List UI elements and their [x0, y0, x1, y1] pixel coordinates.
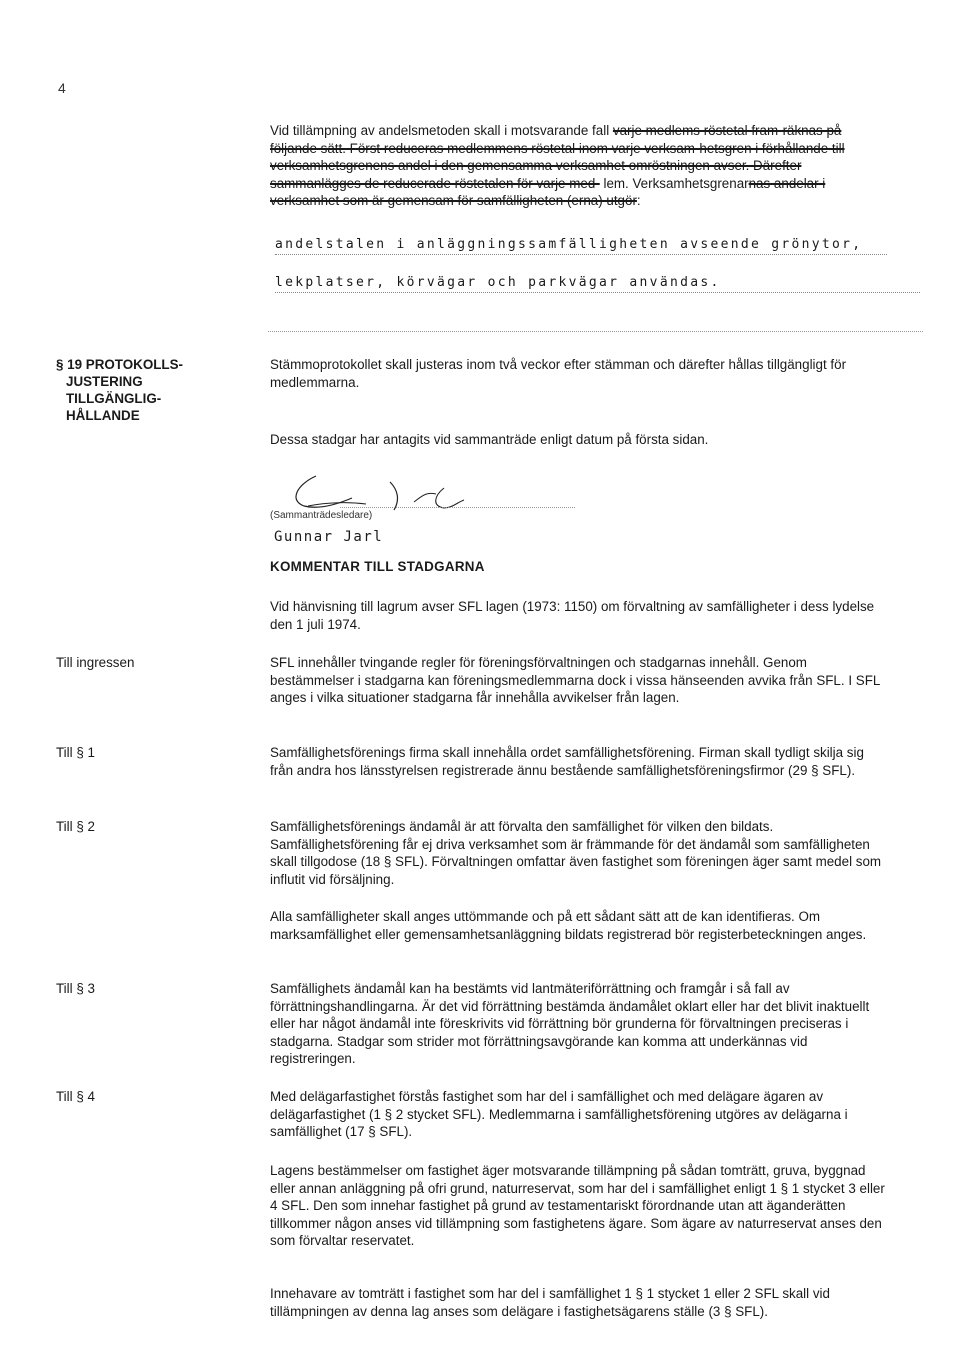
sec19-label-line-1: § 19 PROTOKOLLS-	[56, 357, 183, 372]
sec19-text: Stämmoprotokollet skall justeras inom två veckor efter stämman och därefter hållas tillgängligt för medlemmarna.	[270, 357, 847, 390]
sec19-label-line-4: HÅLLANDE	[66, 408, 140, 423]
text-ingressen: SFL innehåller tvingande regler för föreningsförvaltningen och stadgarnas innehåll. Genom bestämmelser i stadgarna kan föreningsmedlemmarna dock i vissa hänseenden avvika från SFL. I SFL anges i vilka situationer stadgarna får innehålla avvikelser från lagen.	[270, 655, 880, 706]
intro-text-1: Vid tillämpning av andelsmetoden skall i motsvarande fall	[270, 123, 610, 138]
kommentar-heading: KOMMENTAR TILL STADGARNA	[270, 559, 485, 574]
dotted-rule	[268, 331, 923, 332]
struck-text-2: nas andelar i verksamhet som är gemensam för samfälligheten (erna) utgör	[270, 175, 826, 209]
label-till-3: Till § 3	[56, 981, 95, 996]
text-till-4: Med delägarfastighet förstås fastighet som har del i samfällighet och med delägare ägaren av delägarfastighet (1 § 2 stycket SFL). Medlemmarna i samfällighetsförening utgöres av delägarna i samfällighet (17 § SFL).	[270, 1089, 848, 1140]
label-ingressen: Till ingressen	[56, 655, 135, 670]
signature-line	[340, 507, 575, 508]
sec19-label-line-2: JUSTERING	[66, 374, 143, 389]
struck-text-1: varje medlems röstetal fram-räknas på följande sätt. Först reduceras medlemmens röstetal inom varje verksam-hetsgren i förhållande till verksamhetsgrenens andel i den gemensamma verksamhet omröstningen avser. Därefter sammanlägges de reducerade röstetalen för varje med-	[270, 123, 845, 191]
label-till-1: Till § 1	[56, 745, 95, 760]
andelsmetod-paragraph	[270, 122, 888, 210]
label-till-4: Till § 4	[56, 1089, 95, 1104]
text-till-3: Samfällighets ändamål kan ha bestämts vid lantmäteriförrättning och framgår i så fall av förrättningshandlingarna. Är det vid förrättning bestämda ändamålet oklart eller har det blivit inaktuellt eller har något ändamål inte föreskrivits vid förrättning bör grunderna för förvaltningen preciseras i stadgarna. Stadgar som strider mot förrättningsavgörande kan komma att underkännas vid registreringen.	[270, 981, 870, 1067]
signatory-name: Gunnar Jarl	[274, 529, 384, 545]
label-till-2: Till § 2	[56, 819, 95, 834]
adoption-statement: Dessa stadgar har antagits vid sammanträde enligt datum på första sidan.	[270, 432, 709, 447]
sec19-label	[56, 356, 236, 424]
text-innehavare: Innehavare av tomträtt i fastighet som har del i samfällighet 1 § 1 stycket 1 eller 2 SFL skall vid tillämpningen av denna lag anses som delägare i fastighetsägarens ställe (3 § SFL).	[270, 1286, 830, 1319]
intro-text-2: lem. Verksamhetsgrenar	[603, 175, 749, 191]
text-till-2: Samfällighetsförenings ändamål är att förvalta den samfällighet för vilken den bildats. Samfällighetsförening får ej driva verksamhet som är främmande för det ändamål som samfälligheten skall tillgodose (18 § SFL). Förvaltningen omfattar även fastighet som föreningen äger samt medel som influtit vid försäljning.	[270, 819, 882, 887]
page-number: 4	[58, 80, 66, 96]
text-till-1: Samfällighetsförenings firma skall innehålla ordet samfällighetsförening. Firman skall tydligt skilja sig från andra hos länsstyrelsen registrerade ännu bestående samfällighetsföreningsfirmor (29 § SFL).	[270, 745, 864, 778]
sec19-label-line-3: TILLGÄNGLIG-	[66, 391, 162, 406]
kommentar-intro: Vid hänvisning till lagrum avser SFL lagen (1973: 1150) om förvaltning av samfälligheter i dess lydelse den 1 juli 1974.	[270, 599, 875, 632]
text-samfalligheter: Alla samfälligheter skall anges uttömmande och på ett sådant sätt att de kan identifieras. Om marksamfällighet eller gemensamhetsanläggning bildats registrerad bör registerbeteckningen anges.	[270, 909, 867, 942]
text-tomtratt: Lagens bestämmelser om fastighet äger motsvarande tillämpning på sådan tomträtt, gruva, byggnad eller annan anläggning på ofri grund, naturreservat, som har del i samfällighet enligt 1 § 1 stycket 3 eller 4 SFL. Den som innehar fastighet på grund av testamentariskt förordnande utan att äganderätten tillkommer någon anses vid tillämpning som fastighetens ägare. Som ägare av naturreservat anses den som förvaltar reservatet.	[270, 1163, 885, 1249]
signature-role: (Sammanträdesledare)	[270, 510, 373, 521]
intro-text-3: :	[636, 193, 641, 209]
typed-line-1: andelstalen i anläggningssamfälligheten avseende grönytor,	[275, 237, 887, 255]
typed-line-2: lekplatser, körvägar och parkvägar användas.	[275, 275, 920, 293]
